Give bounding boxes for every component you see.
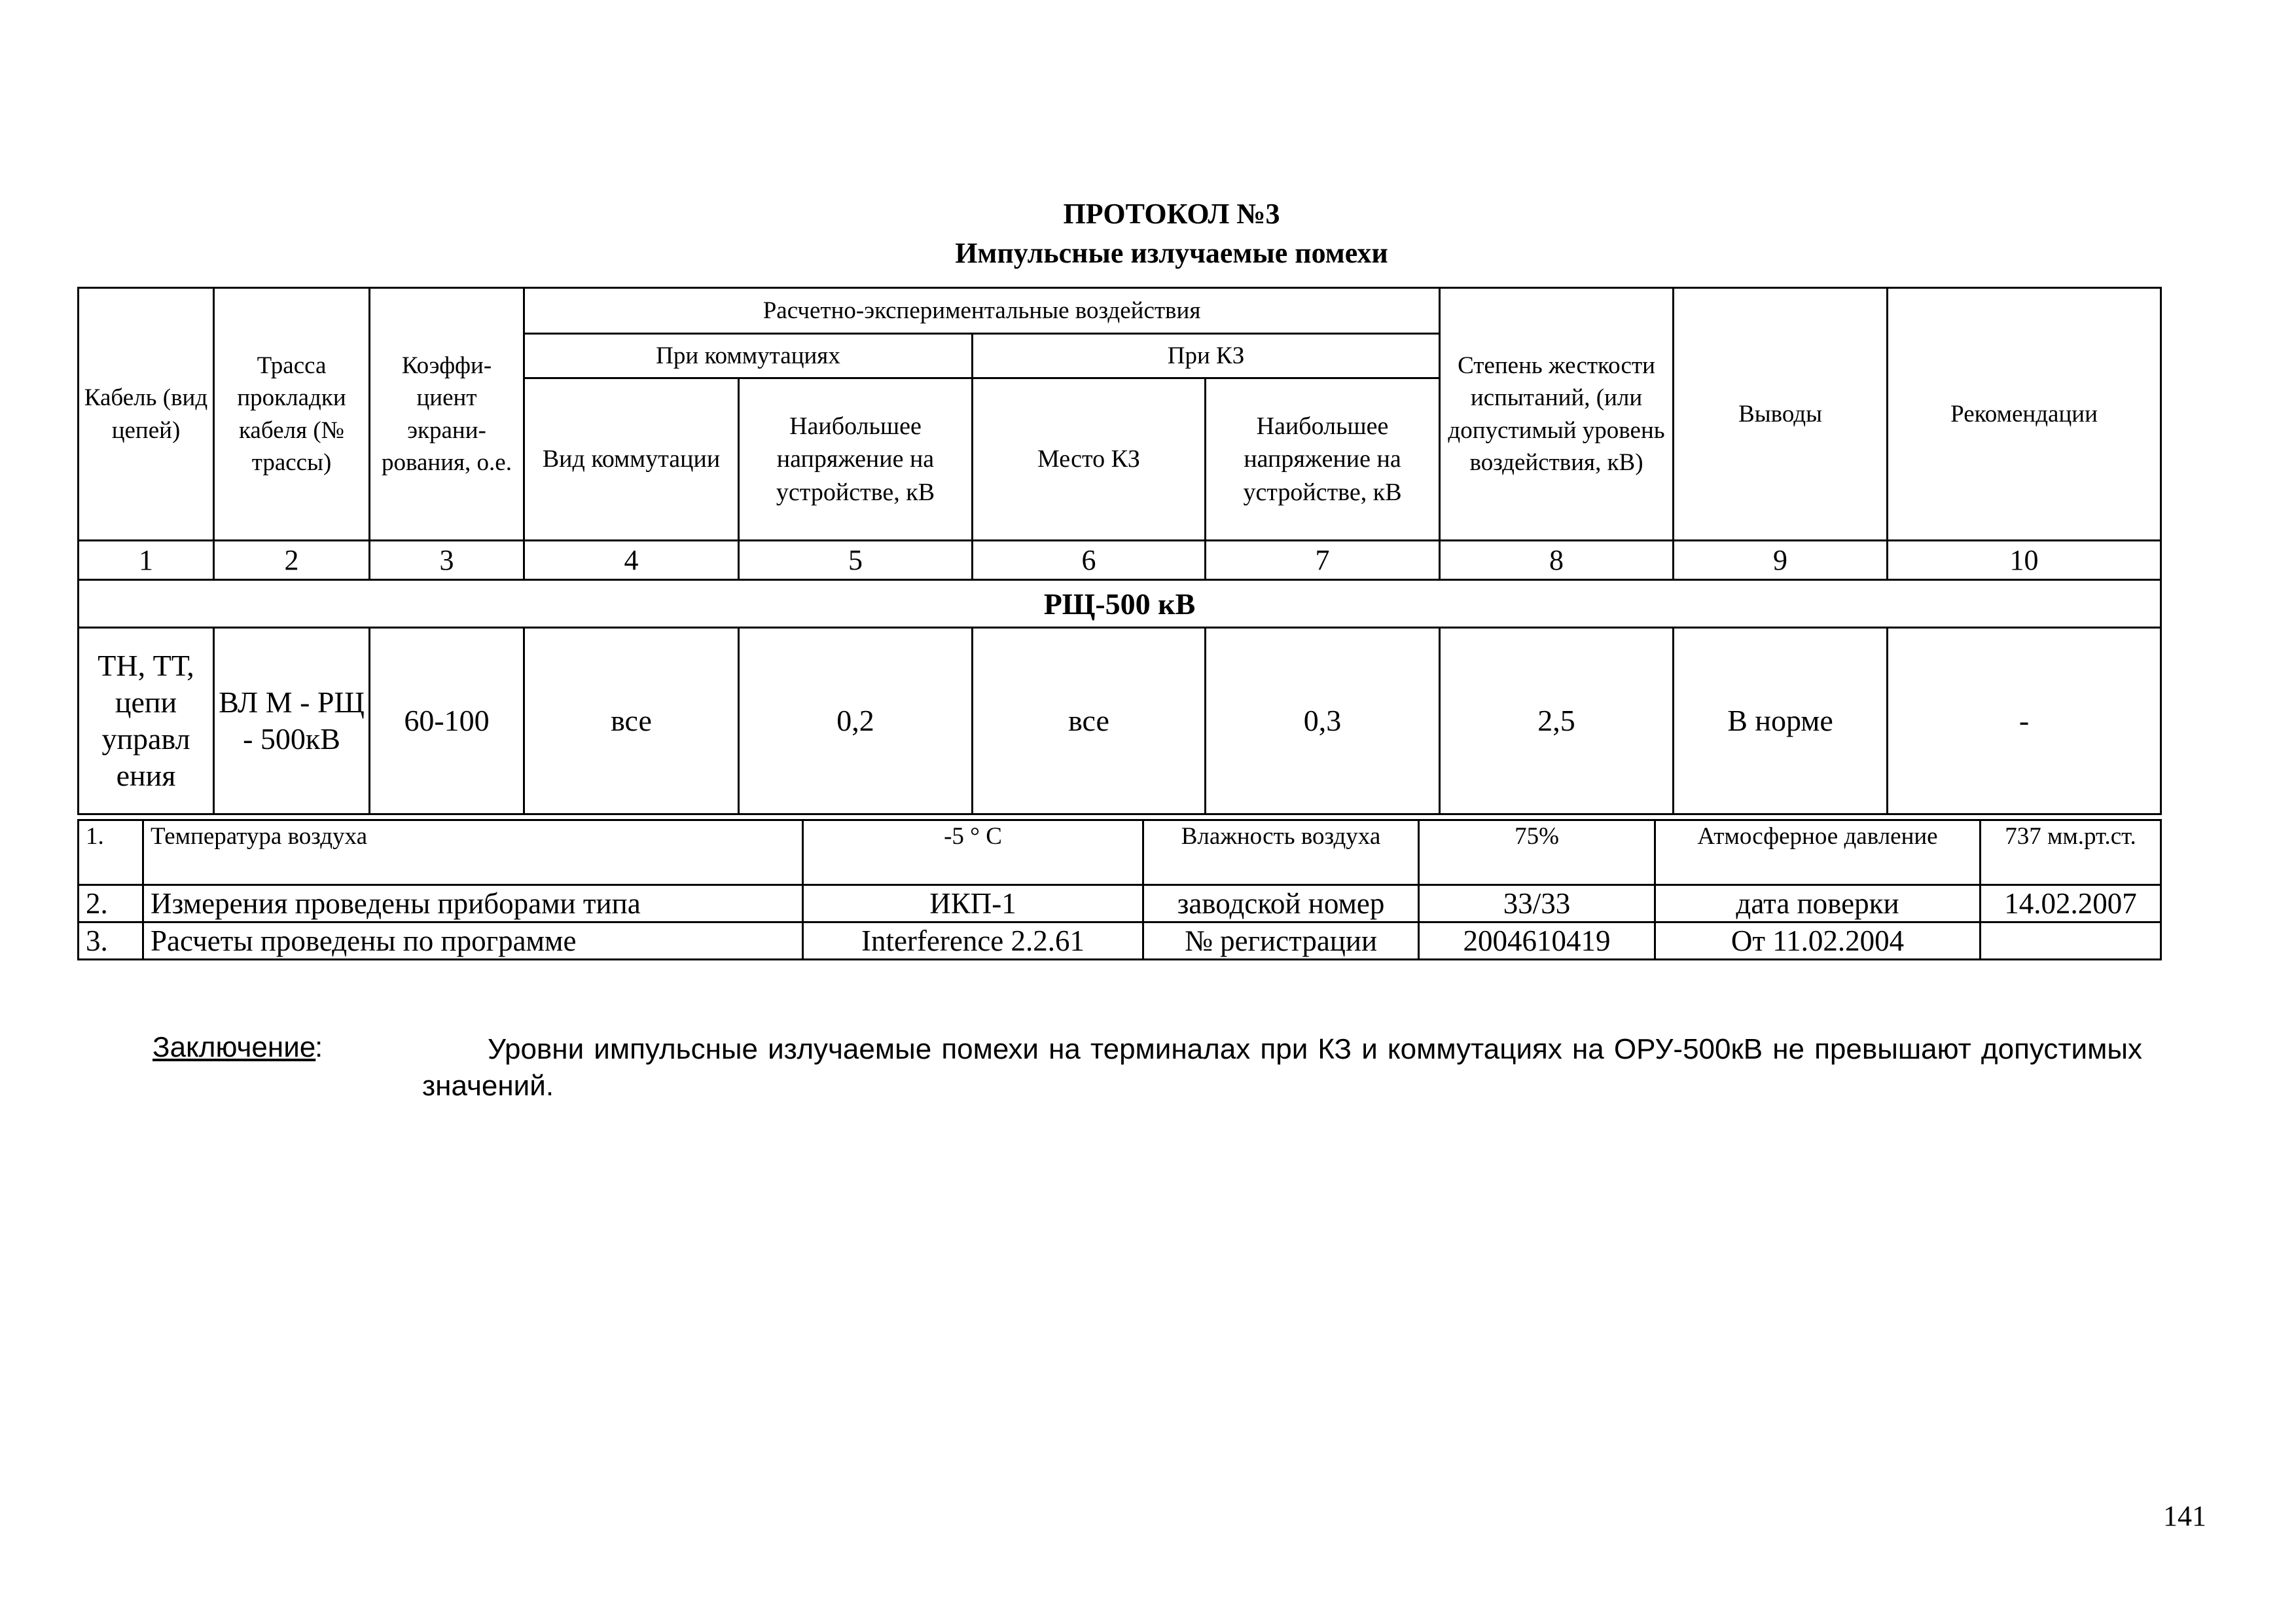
conditions-table: [77, 819, 2162, 960]
row-number: 2.: [79, 885, 143, 922]
header-calc-group: Расчетно-экспериментальные воздействия: [524, 288, 1440, 334]
cell-kz-place: все: [973, 628, 1206, 814]
cell-switch-voltage: 0,2: [739, 628, 973, 814]
column-number: 4: [524, 541, 739, 580]
registration-value: 2004610419: [1419, 922, 1655, 960]
header-route: Трасса прокладки кабеля (№ трассы): [214, 288, 370, 541]
column-number: 7: [1206, 541, 1440, 580]
column-number: 6: [973, 541, 1206, 580]
cell-route: ВЛ М - РЩ - 500кВ: [214, 628, 370, 814]
instrument-label: Измерения проведены приборами типа: [143, 885, 803, 922]
column-number: 10: [1888, 541, 2161, 580]
column-number: 8: [1440, 541, 1674, 580]
column-number: 9: [1674, 541, 1888, 580]
cell-switch-type: все: [524, 628, 739, 814]
document-title: ПРОТОКОЛ №3: [1063, 198, 1280, 230]
cell-cable: ТН, ТТ, цепи управл ения: [79, 628, 214, 814]
serial-number-value: 33/33: [1419, 885, 1655, 922]
humidity-value: 75%: [1419, 820, 1655, 885]
program-label: Расчеты проведены по программе: [143, 922, 803, 960]
row-number: 1.: [79, 820, 143, 885]
empty-cell: [1981, 922, 2161, 960]
column-number: 3: [370, 541, 524, 580]
verification-date-label: дата поверки: [1655, 885, 1981, 922]
humidity-label: Влажность воздуха: [1143, 820, 1419, 885]
column-number: 2: [214, 541, 370, 580]
cell-severity: 2,5: [1440, 628, 1674, 814]
row-number: 3.: [79, 922, 143, 960]
cell-kz-voltage: 0,3: [1206, 628, 1440, 814]
cell-recommendation: -: [1888, 628, 2161, 814]
header-conclusions: Выводы: [1674, 288, 1888, 541]
header-switch-type: Вид коммутации: [524, 378, 739, 541]
serial-number-label: заводской номер: [1143, 885, 1419, 922]
header-cable: Кабель (вид цепей): [79, 288, 214, 541]
conclusion-text: Уровни импульсные излучаемые помехи на терминалах при КЗ и коммутациях на ОРУ-500кВ не превышают допустимых значений.: [422, 1033, 2142, 1102]
conclusion-colon: :: [315, 1031, 323, 1063]
column-number: 1: [79, 541, 214, 580]
registration-label: № регистрации: [1143, 922, 1419, 960]
air-temperature-label: Температура воздуха: [143, 820, 803, 885]
section-heading: РЩ-500 кВ: [79, 580, 2161, 628]
cell-conclusion: В норме: [1674, 628, 1888, 814]
header-switch-voltage: Наибольшее напряжение на устройстве, кВ: [739, 378, 973, 541]
header-coefficient: Коэффи-циент экрани-рования, о.е.: [370, 288, 524, 541]
pressure-label: Атмосферное давление: [1655, 820, 1981, 885]
protocol-table: [77, 287, 2162, 815]
header-kz-place: Место КЗ: [973, 378, 1206, 541]
instrument-value: ИКП-1: [803, 885, 1143, 922]
conclusion-label: Заключение: [152, 1031, 316, 1063]
column-number: 5: [739, 541, 973, 580]
header-severity: Степень жесткости испытаний, (или допустимый уровень воздействия, кВ): [1440, 288, 1674, 541]
registration-date: От 11.02.2004: [1655, 922, 1981, 960]
air-temperature-value: -5 ° С: [803, 820, 1143, 885]
program-value: Interference 2.2.61: [803, 922, 1143, 960]
header-kz-voltage: Наибольшее напряжение на устройстве, кВ: [1206, 378, 1440, 541]
header-recommendations: Рекомендации: [1888, 288, 2161, 541]
header-kz-group: При КЗ: [973, 334, 1440, 378]
pressure-value: 737 мм.рт.ст.: [1981, 820, 2161, 885]
header-switching-group: При коммутациях: [524, 334, 973, 378]
page-number: 141: [2163, 1500, 2206, 1532]
cell-coefficient: 60-100: [370, 628, 524, 814]
document-subtitle: Импульсные излучаемые помехи: [955, 237, 1388, 269]
verification-date-value: 14.02.2007: [1981, 885, 2161, 922]
